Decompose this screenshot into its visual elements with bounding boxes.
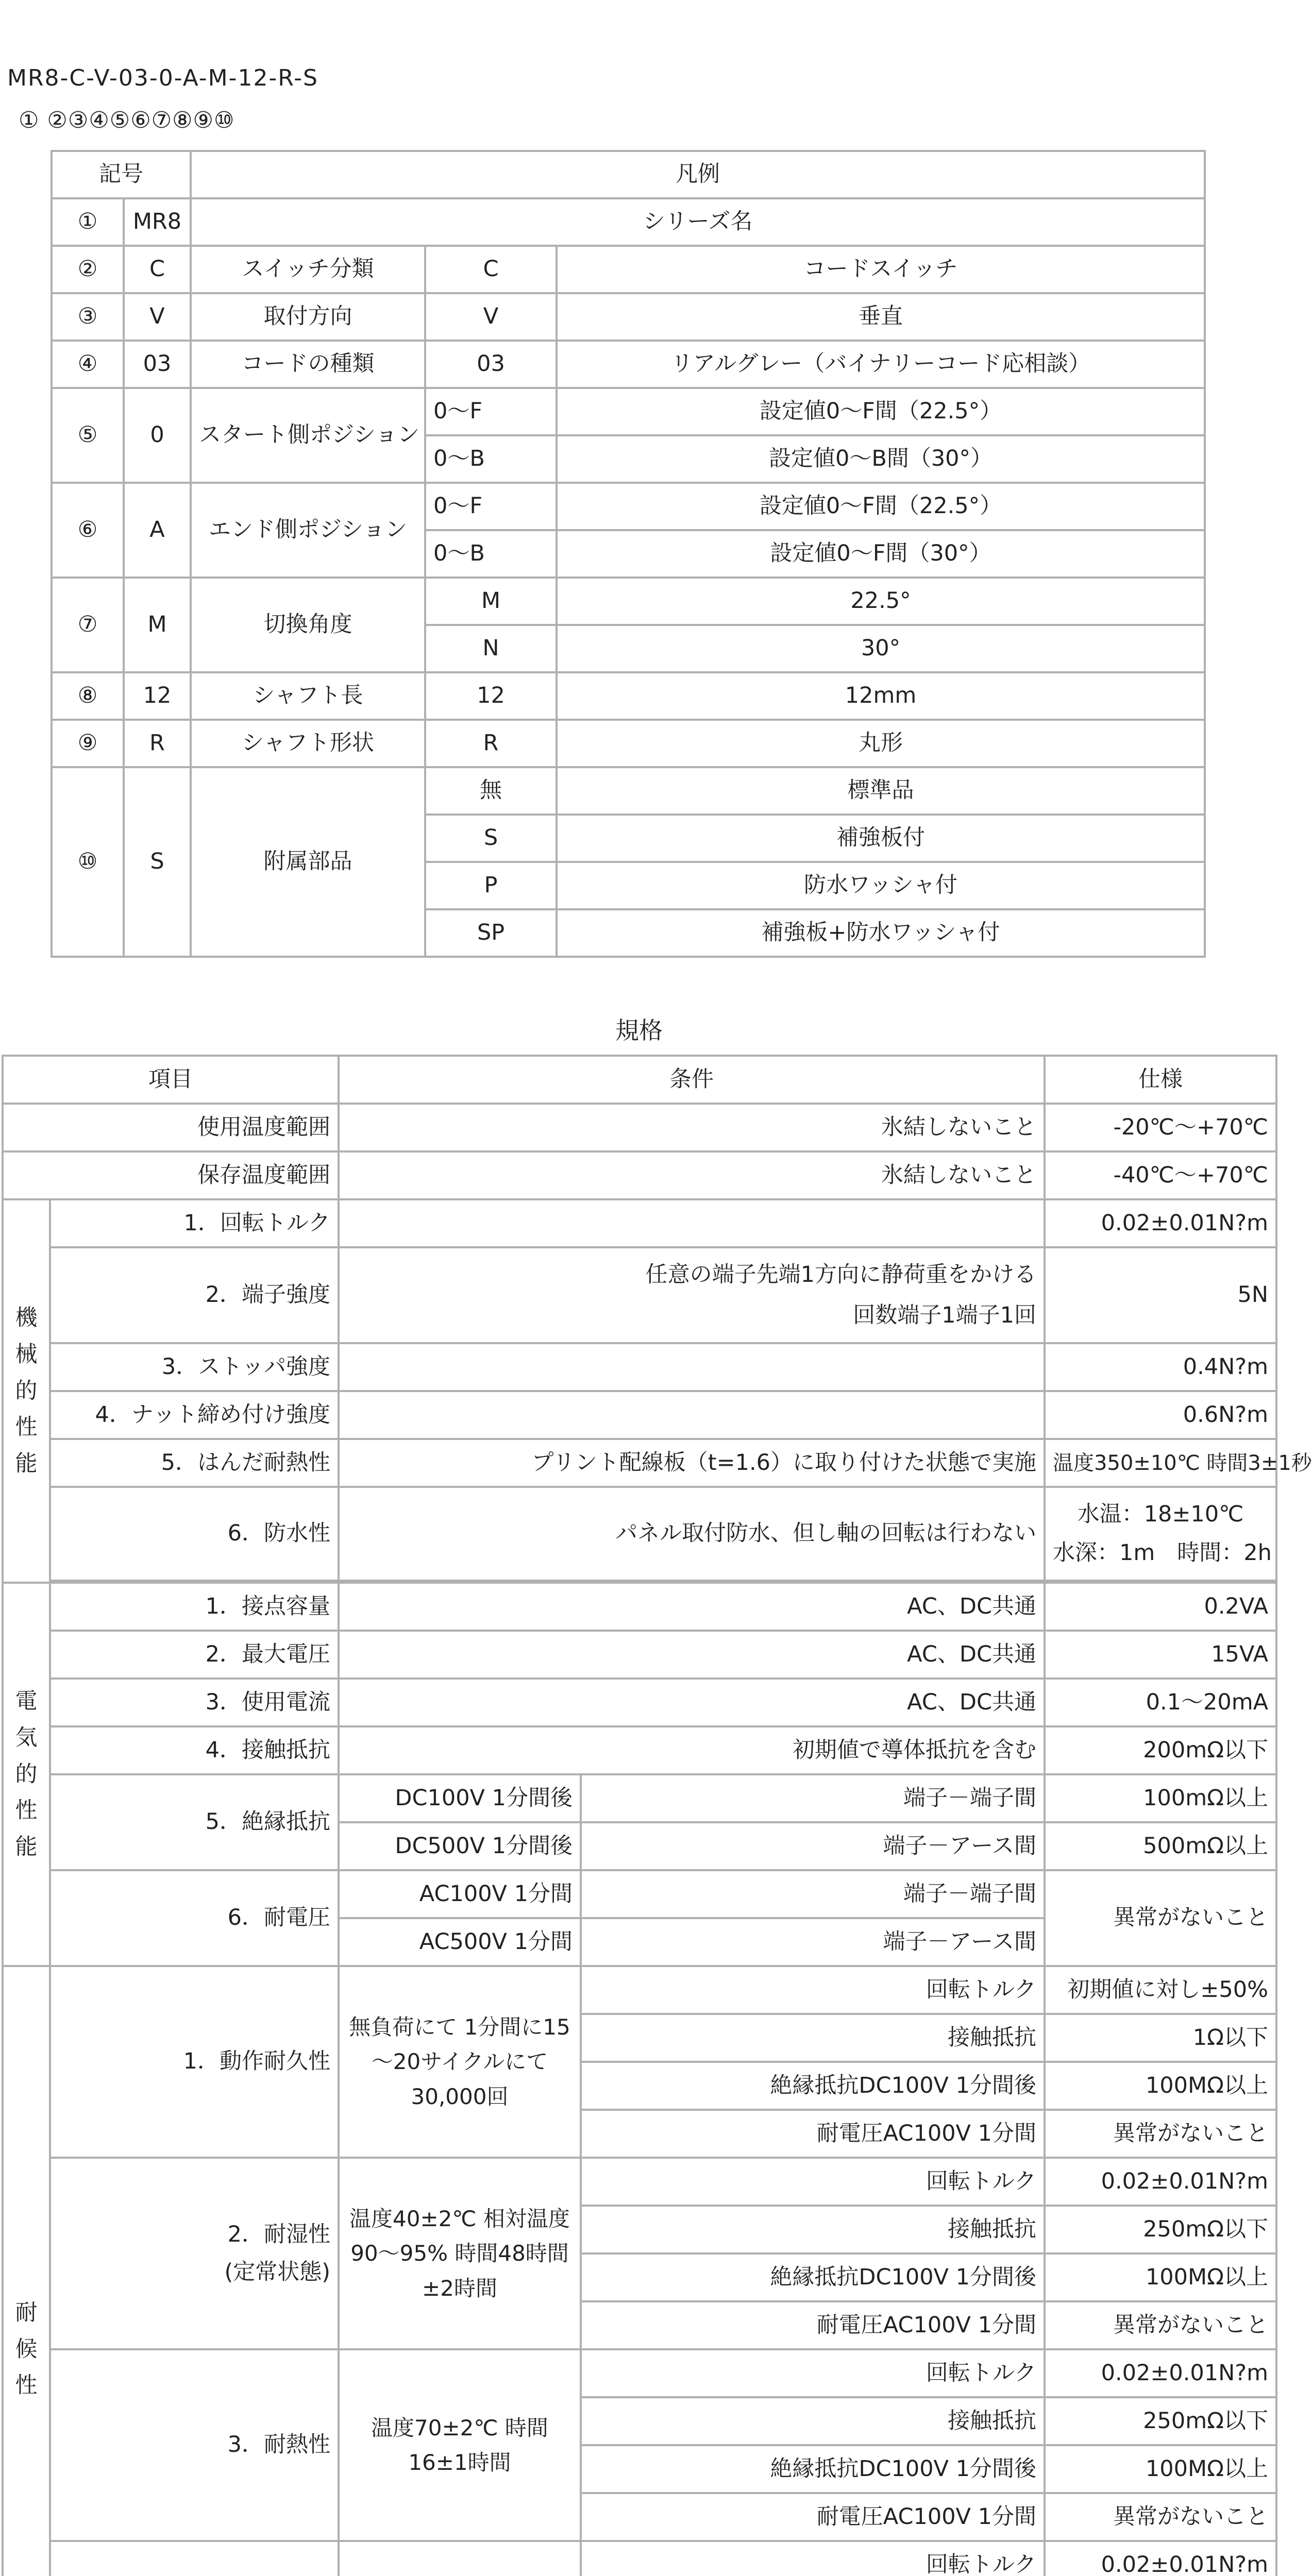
row-description: 標準品 bbox=[557, 767, 1205, 815]
table-row bbox=[52, 246, 1205, 293]
row-label: 切換角度 bbox=[191, 578, 425, 672]
spec-parameter: 回転トルク bbox=[581, 2541, 1045, 2576]
row-label: 取付方向 bbox=[191, 293, 425, 341]
spec-value: 異常がないこと bbox=[1045, 2110, 1276, 2158]
spec-item: 2．端子強度 bbox=[50, 1247, 339, 1343]
spec-header: 仕様 bbox=[1045, 1056, 1276, 1104]
spec-value: 異常がないこと bbox=[1045, 1870, 1276, 1966]
row-description: 丸形 bbox=[557, 720, 1205, 767]
group-label-mechanical: 機械的性能 bbox=[3, 1199, 50, 1583]
spec-condition: 任意の端子先端1方向に静荷重をかける 回数端子1端子1回 bbox=[339, 1247, 1045, 1343]
row-option: C bbox=[425, 246, 557, 293]
table-row bbox=[52, 293, 1205, 341]
row-option: 0～F bbox=[425, 483, 557, 530]
table-row bbox=[52, 578, 1205, 625]
spec-value: 温度350±10℃ 時間3±1秒 bbox=[1045, 1439, 1276, 1487]
spec-value: 0.02±0.01N?m bbox=[1045, 1199, 1276, 1247]
table-row bbox=[3, 2541, 1276, 2576]
spec-item: 2．最大電圧 bbox=[50, 1631, 339, 1679]
row-label: スタート側ポジション bbox=[191, 388, 425, 483]
table-row bbox=[52, 483, 1205, 530]
spec-condition: 初期値で導体抵抗を含む bbox=[339, 1726, 1045, 1774]
spec-item: 3．ストッパ強度 bbox=[50, 1343, 339, 1391]
spec-condition bbox=[339, 1343, 1045, 1391]
spec-value: 初期値に対し±50% bbox=[1045, 1966, 1276, 2014]
spec-parameter: 絶縁抵抗DC100V 1分間後 bbox=[581, 2445, 1045, 2493]
row-description: 設定値0～F間（30°） bbox=[557, 530, 1205, 578]
row-description: 12mm bbox=[557, 672, 1205, 720]
row-label: シャフト形状 bbox=[191, 720, 425, 767]
spec-value: 500mΩ以上 bbox=[1045, 1822, 1276, 1870]
row-option: S bbox=[425, 815, 557, 862]
row-label: スイッチ分類 bbox=[191, 246, 425, 293]
row-number: ⑤ bbox=[52, 388, 124, 483]
row-description: コードスイッチ bbox=[557, 246, 1205, 293]
spec-parameter: 絶縁抵抗DC100V 1分間後 bbox=[581, 2062, 1045, 2110]
spec-value: 0.1～20mA bbox=[1045, 1679, 1276, 1726]
spec-condition bbox=[339, 1199, 1045, 1247]
table-row bbox=[3, 1966, 1276, 2014]
spec-caption: 規格 bbox=[615, 1016, 663, 1044]
spec-table bbox=[2, 1055, 1312, 2576]
spec-value: 200mΩ以下 bbox=[1045, 1726, 1276, 1774]
row-description: 補強板+防水ワッシャ付 bbox=[557, 909, 1205, 957]
row-option: M bbox=[425, 578, 557, 625]
row-option: V bbox=[425, 293, 557, 341]
spec-condition bbox=[339, 2541, 581, 2576]
row-number: ③ bbox=[52, 293, 124, 341]
table-row bbox=[3, 1774, 1276, 1822]
spec-item: 4．接触抵抗 bbox=[50, 1726, 339, 1774]
spec-condition: AC100V 1分間 bbox=[339, 1870, 581, 1918]
row-description: 設定値0～B間（30°） bbox=[557, 435, 1205, 483]
symbol-header: 記号 bbox=[52, 151, 191, 198]
spec-table-header bbox=[3, 1056, 1276, 1104]
spec-value: -40℃～+70℃ bbox=[1045, 1151, 1276, 1199]
table-row bbox=[3, 1583, 1276, 1631]
row-number: ⑩ bbox=[52, 767, 124, 957]
row-label: エンド側ポジション bbox=[191, 483, 425, 578]
table-row bbox=[52, 198, 1205, 246]
spec-condition: AC、DC共通 bbox=[339, 1631, 1045, 1679]
row-code: S bbox=[124, 767, 191, 957]
spec-value: 100MΩ以上 bbox=[1045, 2062, 1276, 2110]
row-option: 03 bbox=[425, 341, 557, 388]
row-code: V bbox=[124, 293, 191, 341]
row-description: 30° bbox=[557, 625, 1205, 672]
table-row bbox=[3, 1631, 1276, 1679]
row-code: 0 bbox=[124, 388, 191, 483]
row-description: リアルグレー（バイナリーコード応相談） bbox=[557, 341, 1205, 388]
row-code: 12 bbox=[124, 672, 191, 720]
spec-condition-detail: 端子－アース間 bbox=[581, 1822, 1045, 1870]
code-legend-table bbox=[51, 150, 1206, 958]
spec-value: 15VA bbox=[1045, 1631, 1276, 1679]
table-row bbox=[3, 2158, 1276, 2206]
spec-condition: AC500V 1分間 bbox=[339, 1918, 581, 1966]
row-label: コードの種類 bbox=[191, 341, 425, 388]
spec-value: 0.02±0.01N?m bbox=[1045, 2541, 1276, 2576]
spec-condition: 氷結しないこと bbox=[339, 1151, 1045, 1199]
spec-condition: AC、DC共通 bbox=[339, 1679, 1045, 1726]
row-number: ⑥ bbox=[52, 483, 124, 578]
spec-value: 0.02±0.01N?m bbox=[1045, 2158, 1276, 2206]
row-option: 0～F bbox=[425, 388, 557, 435]
spec-condition: 氷結しないこと bbox=[339, 1104, 1045, 1151]
spec-condition: 無負荷にて 1分間に15～20サイクルにて30,000回 bbox=[339, 1966, 581, 2158]
spec-parameter: 耐電圧AC100V 1分間 bbox=[581, 2301, 1045, 2349]
spec-condition: 温度40±2℃ 相対温度90～95% 時間48時間±2時間 bbox=[339, 2158, 581, 2349]
spec-item: 1．接点容量 bbox=[50, 1583, 339, 1631]
table-row bbox=[52, 672, 1205, 720]
row-code: M bbox=[124, 578, 191, 672]
spec-item: 1．動作耐久性 bbox=[50, 1966, 339, 2158]
row-option: 12 bbox=[425, 672, 557, 720]
row-number: ⑨ bbox=[52, 720, 124, 767]
table-row bbox=[3, 1726, 1276, 1774]
spec-value: 5N bbox=[1045, 1247, 1276, 1343]
table-row bbox=[3, 1870, 1276, 1918]
row-option: SP bbox=[425, 909, 557, 957]
row-option: N bbox=[425, 625, 557, 672]
code-table-header bbox=[52, 151, 1205, 198]
model-code: MR8-C-V-03-0-A-M-12-R-S bbox=[7, 65, 318, 91]
table-row bbox=[3, 1151, 1276, 1199]
spec-value: 100MΩ以上 bbox=[1045, 2253, 1276, 2301]
spec-parameter: 回転トルク bbox=[581, 2349, 1045, 2397]
spec-value: 100MΩ以上 bbox=[1045, 2445, 1276, 2493]
row-label: シャフト長 bbox=[191, 672, 425, 720]
group-label-electrical: 電気的性能 bbox=[3, 1583, 50, 1966]
spec-value: 0.02±0.01N?m bbox=[1045, 2349, 1276, 2397]
table-row bbox=[52, 388, 1205, 435]
spec-item: 5．絶縁抵抗 bbox=[50, 1774, 339, 1870]
table-row bbox=[52, 720, 1205, 767]
row-description: シリーズ名 bbox=[191, 198, 1205, 246]
spec-value: 1Ω以下 bbox=[1045, 2014, 1276, 2062]
spec-value: 0.4N?m bbox=[1045, 1343, 1276, 1391]
row-number: ⑦ bbox=[52, 578, 124, 672]
item-header: 項目 bbox=[3, 1056, 339, 1104]
spec-value: 100mΩ以上 bbox=[1045, 1774, 1276, 1822]
row-description: 設定値0～F間（22.5°） bbox=[557, 483, 1205, 530]
spec-value: 0.6N?m bbox=[1045, 1391, 1276, 1439]
spec-parameter: 耐電圧AC100V 1分間 bbox=[581, 2110, 1045, 2158]
spec-value: -20℃～+70℃ bbox=[1045, 1104, 1276, 1151]
legend-header: 凡例 bbox=[191, 151, 1205, 198]
table-row bbox=[3, 1439, 1276, 1487]
table-row bbox=[52, 767, 1205, 815]
spec-parameter: 回転トルク bbox=[581, 2158, 1045, 2206]
table-row bbox=[3, 1104, 1276, 1151]
row-option: 0～B bbox=[425, 435, 557, 483]
spec-condition: パネル取付防水、但し軸の回転は行わない bbox=[339, 1487, 1045, 1581]
spec-condition-detail: 端子－アース間 bbox=[581, 1918, 1045, 1966]
row-description: 設定値0～F間（22.5°） bbox=[557, 388, 1205, 435]
spec-condition bbox=[339, 1391, 1045, 1439]
spec-value: 0.2VA bbox=[1045, 1583, 1276, 1631]
group-label-weather: 耐候性 bbox=[3, 1966, 50, 2576]
table-row bbox=[3, 2349, 1276, 2397]
condition-header: 条件 bbox=[339, 1056, 1045, 1104]
table-row bbox=[52, 341, 1205, 388]
spec-item: 3．耐熱性 bbox=[50, 2349, 339, 2541]
spec-condition: DC100V 1分間後 bbox=[339, 1774, 581, 1822]
spec-item: 保存温度範囲 bbox=[3, 1151, 339, 1199]
row-description: 垂直 bbox=[557, 293, 1205, 341]
spec-value: 250mΩ以下 bbox=[1045, 2206, 1276, 2253]
row-number: ① bbox=[52, 198, 124, 246]
position-markers: ① ②③④⑤⑥⑦⑧⑨⑩ bbox=[19, 107, 235, 133]
spec-item: 5．はんだ耐熱性 bbox=[50, 1439, 339, 1487]
row-label: 附属部品 bbox=[191, 767, 425, 957]
row-code: 03 bbox=[124, 341, 191, 388]
spec-item: 6．耐電圧 bbox=[50, 1870, 339, 1966]
spec-condition-detail: 端子－端子間 bbox=[581, 1774, 1045, 1822]
table-row bbox=[3, 1679, 1276, 1726]
spec-item: 4．ナット締め付け強度 bbox=[50, 1391, 339, 1439]
row-number: ⑧ bbox=[52, 672, 124, 720]
spec-item: 3．使用電流 bbox=[50, 1679, 339, 1726]
spec-value: 異常がないこと bbox=[1045, 2301, 1276, 2349]
spec-parameter: 耐電圧AC100V 1分間 bbox=[581, 2493, 1045, 2541]
spec-item: 6．防水性 bbox=[50, 1487, 339, 1581]
row-description: 防水ワッシャ付 bbox=[557, 862, 1205, 909]
row-number: ② bbox=[52, 246, 124, 293]
row-number: ④ bbox=[52, 341, 124, 388]
spec-value: 250mΩ以下 bbox=[1045, 2397, 1276, 2445]
row-description: 22.5° bbox=[557, 578, 1205, 625]
table-row bbox=[3, 1343, 1276, 1391]
row-option: R bbox=[425, 720, 557, 767]
spec-parameter: 接触抵抗 bbox=[581, 2397, 1045, 2445]
row-option: P bbox=[425, 862, 557, 909]
spec-item bbox=[50, 2541, 339, 2576]
spec-item: 2．耐湿性 (定常状態) bbox=[50, 2158, 339, 2349]
table-row bbox=[3, 1199, 1276, 1247]
row-option: 0～B bbox=[425, 530, 557, 578]
spec-parameter: 接触抵抗 bbox=[581, 2206, 1045, 2253]
row-option: 無 bbox=[425, 767, 557, 815]
table-row bbox=[3, 1391, 1276, 1439]
spec-condition-detail: 端子－端子間 bbox=[581, 1870, 1045, 1918]
spec-condition: AC、DC共通 bbox=[339, 1583, 1045, 1631]
spec-condition: プリント配線板（t=1.6）に取り付けた状態で実施 bbox=[339, 1439, 1045, 1487]
row-description: 補強板付 bbox=[557, 815, 1205, 862]
row-code: R bbox=[124, 720, 191, 767]
spec-condition: DC500V 1分間後 bbox=[339, 1822, 581, 1870]
spec-parameter: 接触抵抗 bbox=[581, 2014, 1045, 2062]
spec-item: 使用温度範囲 bbox=[3, 1104, 339, 1151]
spec-value: 水温：18±10℃ 水深：1m 時間：2h bbox=[1045, 1487, 1276, 1581]
spec-value: 異常がないこと bbox=[1045, 2493, 1276, 2541]
row-code: C bbox=[124, 246, 191, 293]
table-row bbox=[3, 1247, 1276, 1343]
row-code: A bbox=[124, 483, 191, 578]
spec-parameter: 回転トルク bbox=[581, 1966, 1045, 2014]
table-row bbox=[3, 1487, 1276, 1581]
spec-item: 1．回転トルク bbox=[50, 1199, 339, 1247]
spec-parameter: 絶縁抵抗DC100V 1分間後 bbox=[581, 2253, 1045, 2301]
row-code: MR8 bbox=[124, 198, 191, 246]
spec-condition: 温度70±2℃ 時間16±1時間 bbox=[339, 2349, 581, 2541]
